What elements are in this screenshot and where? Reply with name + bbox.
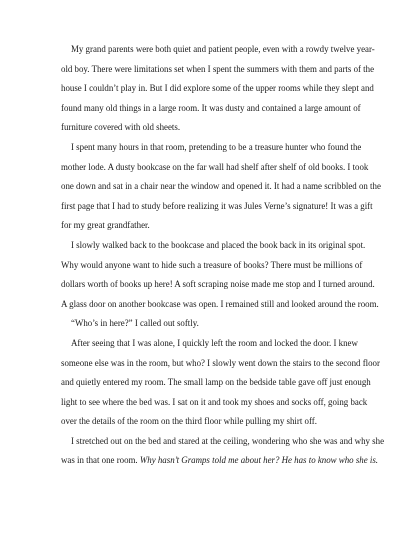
paragraph-2	[61, 138, 381, 236]
text-line: I spent many hours in that room, pretending to be a treasure hunter who found the	[71, 141, 362, 152]
text-line: mother lode. A dusty bookcase on the far wall had shelf after shelf of old books. I took	[61, 161, 369, 172]
text-run-plain: was in that one room.	[61, 455, 140, 466]
text-line: one down and sat in a chair near the window and opened it. It had a name scribbled on the	[61, 181, 381, 192]
text-line: house I couldn’t play in. But I did explore some of the upper rooms while they slept and	[61, 83, 374, 94]
paragraph-4	[61, 314, 370, 334]
story-text	[61, 40, 385, 471]
text-run-italic: Why hasn’t Gramps told me about her? He has to know who she is.	[139, 455, 379, 466]
text-line: My grand parents were both quiet and patient people, even with a rowdy twelve year-	[71, 44, 375, 54]
text-line: first page that I had to study before realizing it was Jules Verne’s signature! It was a gift	[61, 200, 373, 211]
text-line: light to see where the bed was. I sat on it and took my shoes and socks off, going back	[61, 396, 368, 407]
text-line: over the details of the room on the third floor while pulling my shirt off.	[61, 416, 317, 427]
text-line: I slowly walked back to the bookcase and placed the book back in its original spot.	[71, 239, 366, 250]
text-line: Why would anyone want to hide such a treasure of books? There must be millions of	[61, 259, 363, 270]
text-line: furniture covered with old sheets.	[61, 122, 181, 133]
text-line: A glass door on another bookcase was open. I remained still and looked around the room.	[61, 298, 379, 309]
text-line-mixed	[51, 451, 379, 471]
text-line: found many old things in a large room. It was dusty and contained a large amount of	[61, 102, 361, 113]
paragraph-6	[61, 432, 385, 471]
text-line: dollars worth of books up here! A soft scraping noise made me stop and I turned around.	[61, 279, 375, 290]
text-line: “Who’s in here?” I called out softly.	[71, 318, 199, 329]
paragraph-1	[61, 40, 375, 138]
text-line: After seeing that I was alone, I quickly left the room and locked the door. I knew	[71, 337, 358, 348]
text-line: and quietly entered my room. The small lamp on the bedside table gave off just enough	[61, 377, 371, 388]
paragraph-5	[61, 334, 380, 432]
text-line: old boy. There were limitations set when I spent the summers with them and parts of the	[61, 63, 375, 74]
text-line: I stretched out on the bed and stared at the ceiling, wondering who she was and why she	[71, 435, 385, 446]
text-line: someone else was in the room, but who? I slowly went down the stairs to the second floor	[61, 357, 380, 368]
paragraph-3	[61, 236, 379, 314]
text-line: for my great grandfather.	[61, 220, 150, 231]
